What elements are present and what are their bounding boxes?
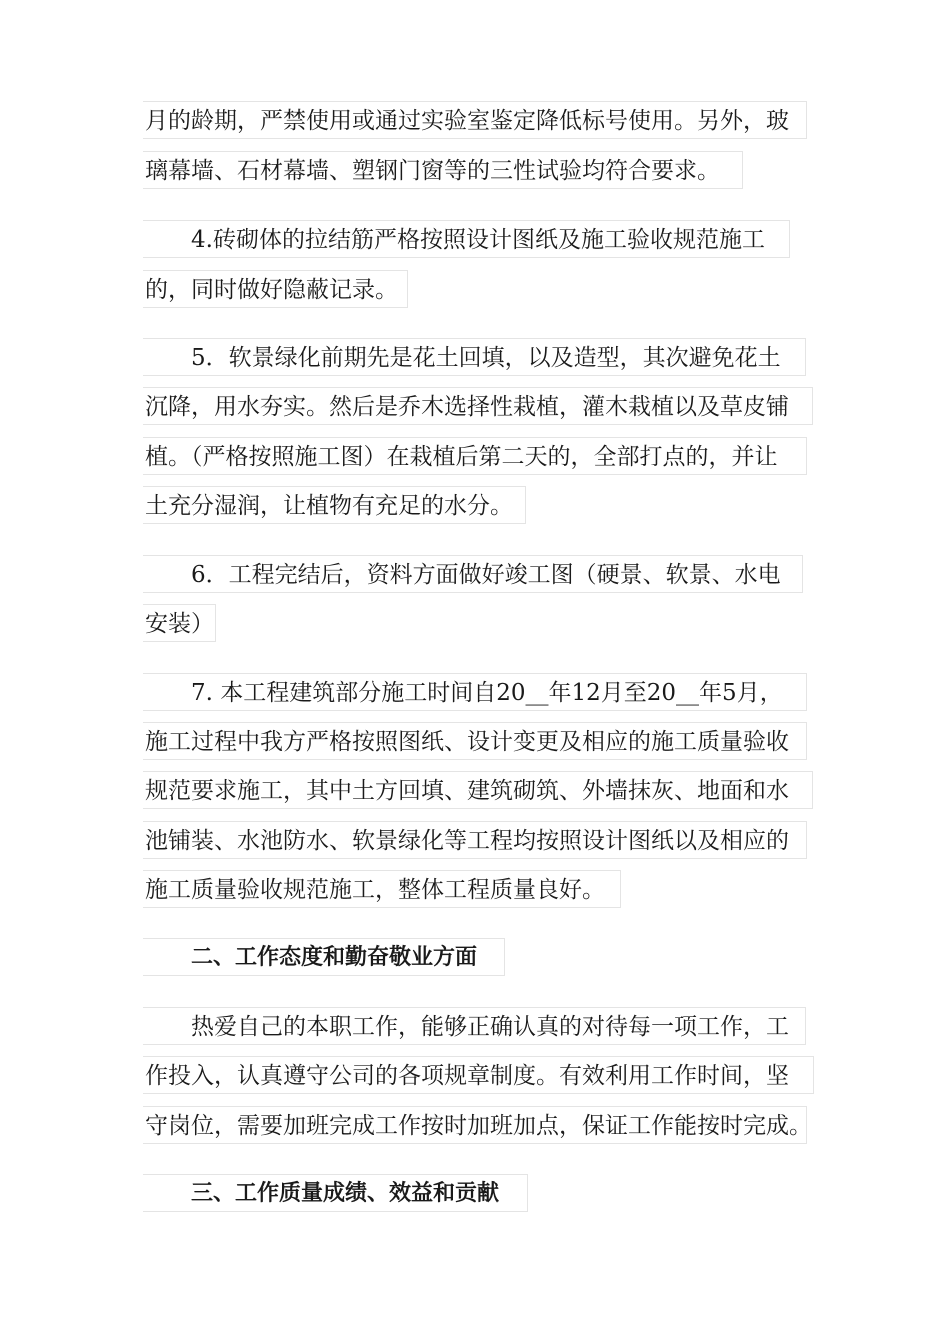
text-line: 月的龄期，严禁使用或通过实验室鉴定降低标号使用。另外，玻 xyxy=(143,101,807,139)
text-line: 安装） xyxy=(143,604,216,642)
text-line: 4.砖砌体的拉结筋严格按照设计图纸及施工验收规范施工 xyxy=(143,220,790,258)
text-line: 守岗位，需要加班完成工作按时加班加点，保证工作能按时完成。 xyxy=(143,1106,807,1144)
text-line: 施工过程中我方严格按照图纸、设计变更及相应的施工质量验收 xyxy=(143,722,807,760)
text-line: 热爱自己的本职工作，能够正确认真的对待每一项工作，工 xyxy=(143,1007,806,1045)
text-line: 施工质量验收规范施工，整体工程质量良好。 xyxy=(143,870,621,908)
text-line: 7. 本工程建筑部分施工时间自20__年12月至20__年5月， xyxy=(143,673,807,711)
text-line: 5．软景绿化前期先是花土回填，以及造型，其次避免花土 xyxy=(143,338,806,376)
text-line: 植。（严格按照施工图）在栽植后第二天的，全部打点的，并让 xyxy=(143,437,807,475)
text-line: 6．工程完结后，资料方面做好竣工图（硬景、软景、水电 xyxy=(143,555,803,593)
text-line: 土充分湿润，让植物有充足的水分。 xyxy=(143,486,526,524)
section-heading: 三、工作质量成绩、效益和贡献 xyxy=(143,1174,528,1212)
text-line: 的，同时做好隐蔽记录。 xyxy=(143,270,408,308)
text-line: 池铺装、水池防水、软景绿化等工程均按照设计图纸以及相应的 xyxy=(143,821,807,859)
text-line: 沉降，用水夯实。然后是乔木选择性栽植，灌木栽植以及草皮铺 xyxy=(143,387,813,425)
section-heading: 二、工作态度和勤奋敬业方面 xyxy=(143,938,505,976)
text-line: 璃幕墙、石材幕墙、塑钢门窗等的三性试验均符合要求。 xyxy=(143,151,743,189)
text-line: 作投入，认真遵守公司的各项规章制度。有效利用工作时间，坚 xyxy=(143,1056,814,1094)
text-line: 规范要求施工，其中土方回填、建筑砌筑、外墙抹灰、地面和水 xyxy=(143,771,813,809)
